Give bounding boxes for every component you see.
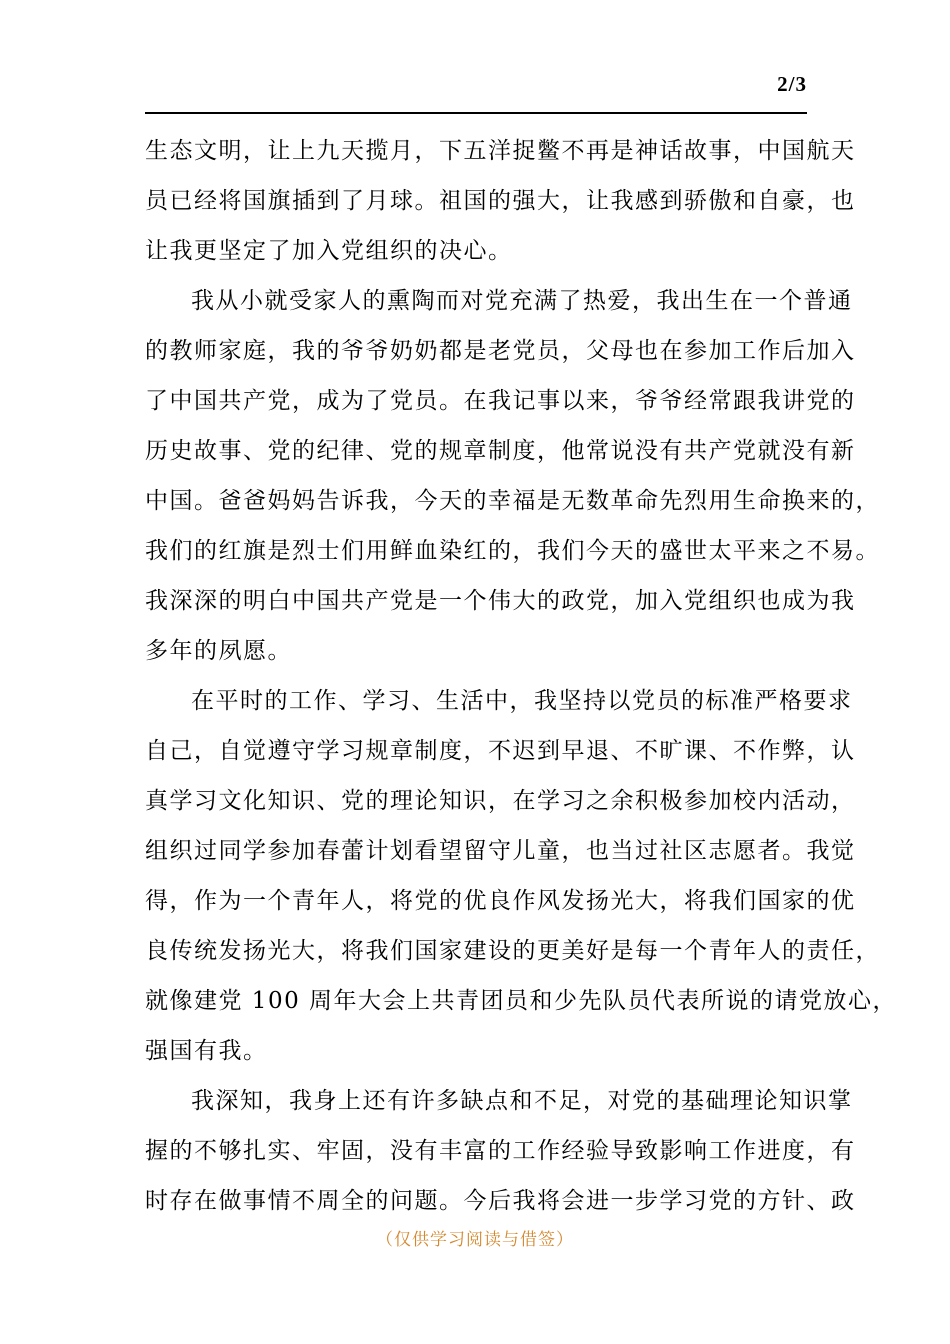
text-line: 得，作为一个青年人，将党的优良作风发扬光大，将我们国家的优 xyxy=(145,888,856,914)
paragraph-first-line: 我从小就受家人的熏陶而对党充满了热爱，我出生在一个普通 xyxy=(191,288,853,314)
text-line: 历史故事、党的纪律、党的规章制度，他常说没有共产党就没有新 xyxy=(145,438,856,464)
text-line: 真学习文化知识、党的理论知识，在学习之余积极参加校内活动， xyxy=(145,788,856,814)
text-line: 的教师家庭，我的爷爷奶奶都是老党员，父母也在参加工作后加入 xyxy=(145,338,856,364)
text-line: 我深深的明白中国共产党是一个伟大的政党，加入党组织也成为我 xyxy=(145,588,856,614)
text-line: 中国。爸爸妈妈告诉我，今天的幸福是无数革命先烈用生命换来的， xyxy=(145,488,880,514)
text-line: 时存在做事情不周全的问题。今后我将会进一步学习党的方针、政 xyxy=(145,1188,856,1214)
text-line: 组织过同学参加春蕾计划看望留守儿童，也当过社区志愿者。我觉 xyxy=(145,838,856,864)
header-rule xyxy=(145,112,807,114)
text-line: 让我更坚定了加入党组织的决心。 xyxy=(145,238,513,264)
paragraph-first-line: 在平时的工作、学习、生活中，我坚持以党员的标准严格要求 xyxy=(191,688,853,714)
page-number: 2/3 xyxy=(777,72,807,96)
text-line: 握的不够扎实、牢固，没有丰富的工作经验导致影响工作进度，有 xyxy=(145,1138,856,1164)
text-line: 了中国共产党，成为了党员。在我记事以来，爷爷经常跟我讲党的 xyxy=(145,388,856,414)
text-line: 多年的夙愿。 xyxy=(145,638,292,664)
paragraph-first-line: 我深知，我身上还有许多缺点和不足，对党的基础理论知识掌 xyxy=(191,1088,853,1114)
text-line: 我们的红旗是烈士们用鲜血染红的，我们今天的盛世太平来之不易。 xyxy=(145,538,880,564)
text-line: 良传统发扬光大，将我们国家建设的更美好是每一个青年人的责任， xyxy=(145,938,880,964)
text-line: 生态文明，让上九天揽月，下五洋捉鳖不再是神话故事，中国航天 xyxy=(145,138,856,164)
text-line: 自己，自觉遵守学习规章制度，不迟到早退、不旷课、不作弊，认 xyxy=(145,738,856,764)
text-line: 就像建党 100 周年大会上共青团员和少先队员代表所说的请党放心， xyxy=(145,988,898,1014)
text-line: 员已经将国旗插到了月球。祖国的强大，让我感到骄傲和自豪，也 xyxy=(145,188,856,214)
footer-note: （仅供学习阅读与借签） xyxy=(376,1230,574,1250)
text-line: 强国有我。 xyxy=(145,1038,268,1064)
document-body xyxy=(145,126,898,1226)
